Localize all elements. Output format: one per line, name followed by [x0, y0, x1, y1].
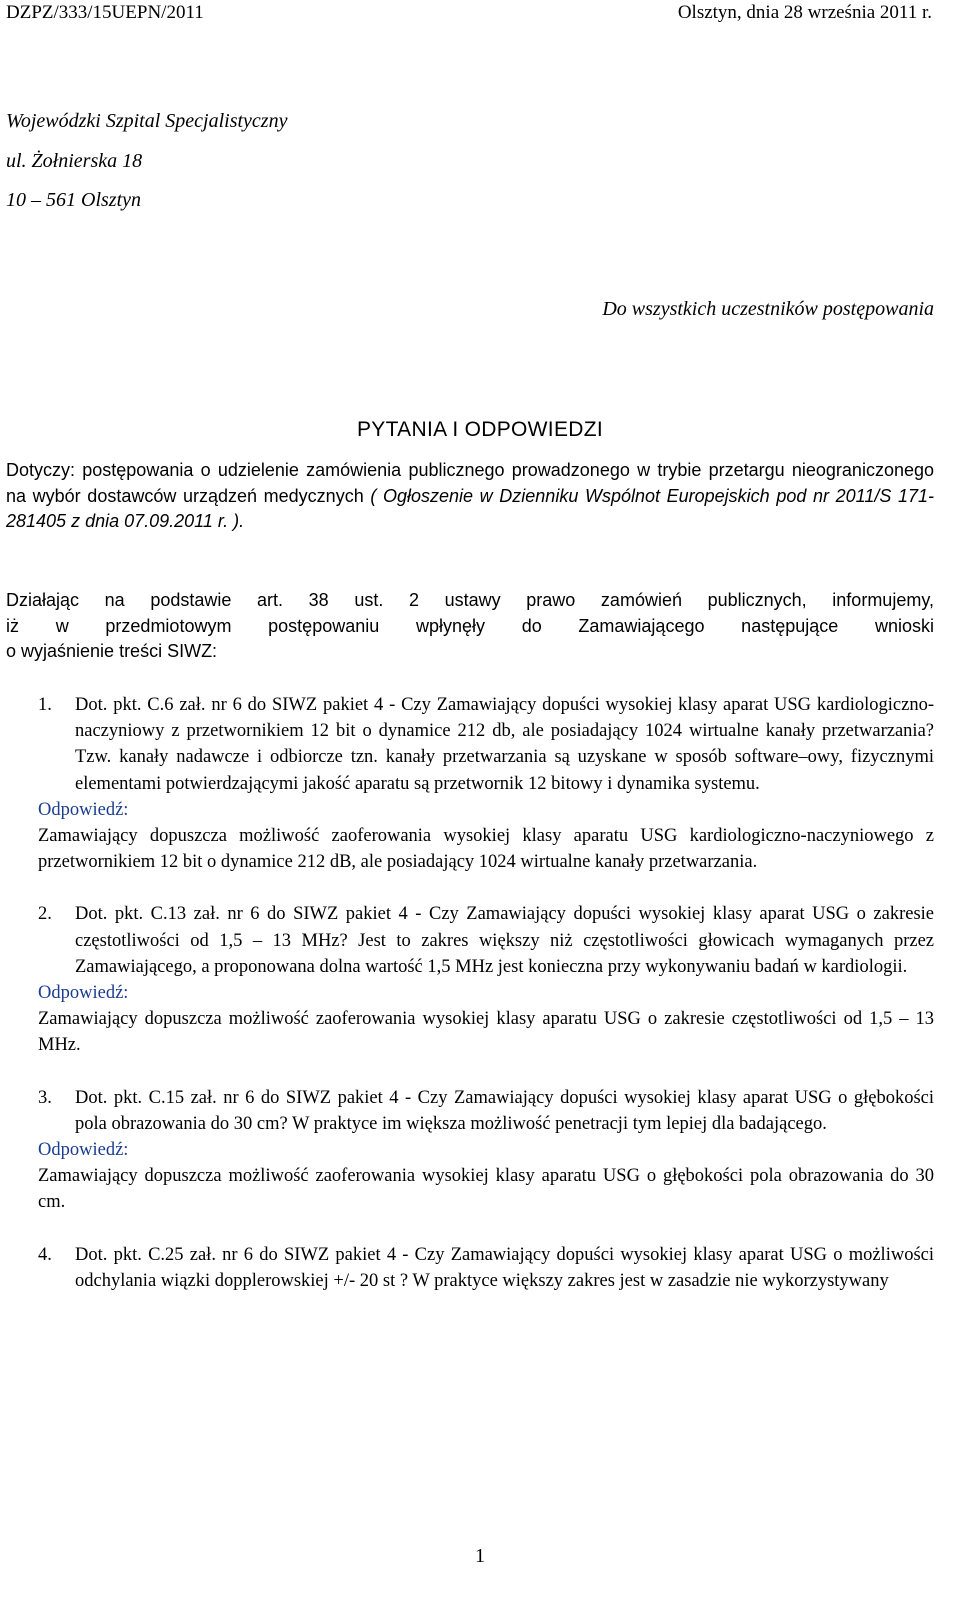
qa-item [38, 1085, 934, 1216]
question-text: Dot. pkt. C.25 zał. nr 6 do SIWZ pakiet 4 - Czy Zamawiający dopuści wysokiej klasy aparat USG o możliwości odchylania wiązki dopplerowskiej +/- 20 st ? W praktyce większy zakres jest w zasadzie nie wykorzystywany [75, 1244, 934, 1291]
page-title: PYTANIA I ODPOWIEDZI [357, 418, 603, 441]
question [38, 1085, 934, 1137]
question-text: Dot. pkt. C.13 zał. nr 6 do SIWZ pakiet 4 - Czy Zamawiający dopuści wysokiej klasy aparat USG o zakresie częstotliwości od 1,5 – 13 MHz? Jest to zakres większy niż częstotliwości głowicach wymaganych przez Zamawiającego, a proponowana dolna wartość 1,5 MHz jest konieczna przy wykonywaniu badań w kardiologii. [75, 904, 934, 977]
statement-paragraph [6, 588, 934, 665]
question [38, 1242, 934, 1294]
question [38, 901, 934, 980]
address-line-2: ul. Żołnierska 18 [6, 149, 143, 172]
item-number: 1. [38, 695, 52, 715]
answer-text: Zamawiający dopuszcza możliwość zaoferowania wysokiej klasy aparatu USG o głębokości pola obrazowania do 30 cm. [38, 1166, 934, 1213]
statement-line-3: o wyjaśnienie treści SIWZ: [6, 641, 218, 661]
place-date: Olsztyn, dnia 28 września 2011 r. [677, 2, 932, 23]
question [38, 692, 934, 797]
answer-label: Odpowiedź: [38, 983, 129, 1004]
answer-text: Zamawiający dopuszcza możliwość zaoferowania wysokiej klasy aparatu USG o zakresie częstotliwości od 1,5 – 13 MHz. [38, 1009, 934, 1056]
answer-text: Zamawiający dopuszcza możliwość zaoferowania wysokiej klasy aparatu USG kardiologiczno-naczyniowego z przetwornikiem 12 bit o dynamice 212 dB, ale posiadający 1024 wirtualne kanały przetwarzania. [38, 826, 934, 873]
item-number: 2. [38, 904, 52, 925]
spacer [38, 875, 934, 901]
header [6, 2, 932, 26]
qa-item [38, 1242, 934, 1294]
answer-label: Odpowiedź: [38, 799, 129, 820]
recipient: Do wszystkich uczestników postępowania [602, 298, 934, 320]
qa-item [38, 901, 934, 1058]
sender-address [6, 102, 287, 221]
spacer [38, 1216, 934, 1242]
question-text: Dot. pkt. C.6 zał. nr 6 do SIWZ pakiet 4 - Czy Zamawiający dopuści wysokiej klasy aparat USG kardiologiczno-naczyniowy z przetwornikiem 12 bit o dynamice 212 db, ale posiadający 1024 wirtualne kanały przetwarzania? Tzw. kanały nadawcze i odbiorcze tzn. kanały przetwarzania są uzyskane w sposób software–owy, fizycznymi elementami potwierdzającymi jakość aparatu są przetwornik 12 bitowy i dynamika systemu. [75, 695, 934, 794]
question-text: Dot. pkt. C.15 zał. nr 6 do SIWZ pakiet 4 - Czy Zamawiający dopuści wysokiej klasy aparat USG o głębokości pola obrazowania do 30 cm? W praktyce im większa możliwość penetracji tym lepiej dla badającego. [75, 1087, 934, 1134]
subject-paragraph [6, 458, 934, 535]
item-number: 4. [38, 1244, 52, 1265]
page-number: 1 [475, 1545, 485, 1567]
qa-list [38, 692, 934, 1294]
spacer [38, 1059, 934, 1085]
subject-notice: ( Ogłoszenie w Dzienniku Wspólnot Europejskich pod nr 2011/S 171-281405 z dnia 07.09.2011 r. ). [6, 485, 934, 531]
statement-line-2: iż w przedmiotowym postępowaniu wpłynęły do Zamawiającego następujące wnioski [6, 615, 934, 636]
answer-label: Odpowiedź: [38, 1140, 129, 1161]
subject-text: postępowania o udzielenie zamówienia publicznego prowadzonego w trybie przetargu nieograniczonego na wybór dostawców urządzeń medycznych [6, 460, 934, 506]
address-line-3: 10 – 561 Olsztyn [6, 189, 141, 211]
subject-prefix: Dotyczy: [6, 460, 76, 480]
statement-line-1: Działając na podstawie art. 38 ust. 2 ustawy prawo zamówień publicznych, informujemy, [6, 590, 934, 610]
qa-item [38, 692, 934, 875]
reference-number: DZPZ/333/15UEPN/2011 [6, 2, 204, 23]
address-line-1: Wojewódzki Szpital Specjalistyczny [6, 110, 288, 132]
item-number: 3. [38, 1087, 52, 1108]
